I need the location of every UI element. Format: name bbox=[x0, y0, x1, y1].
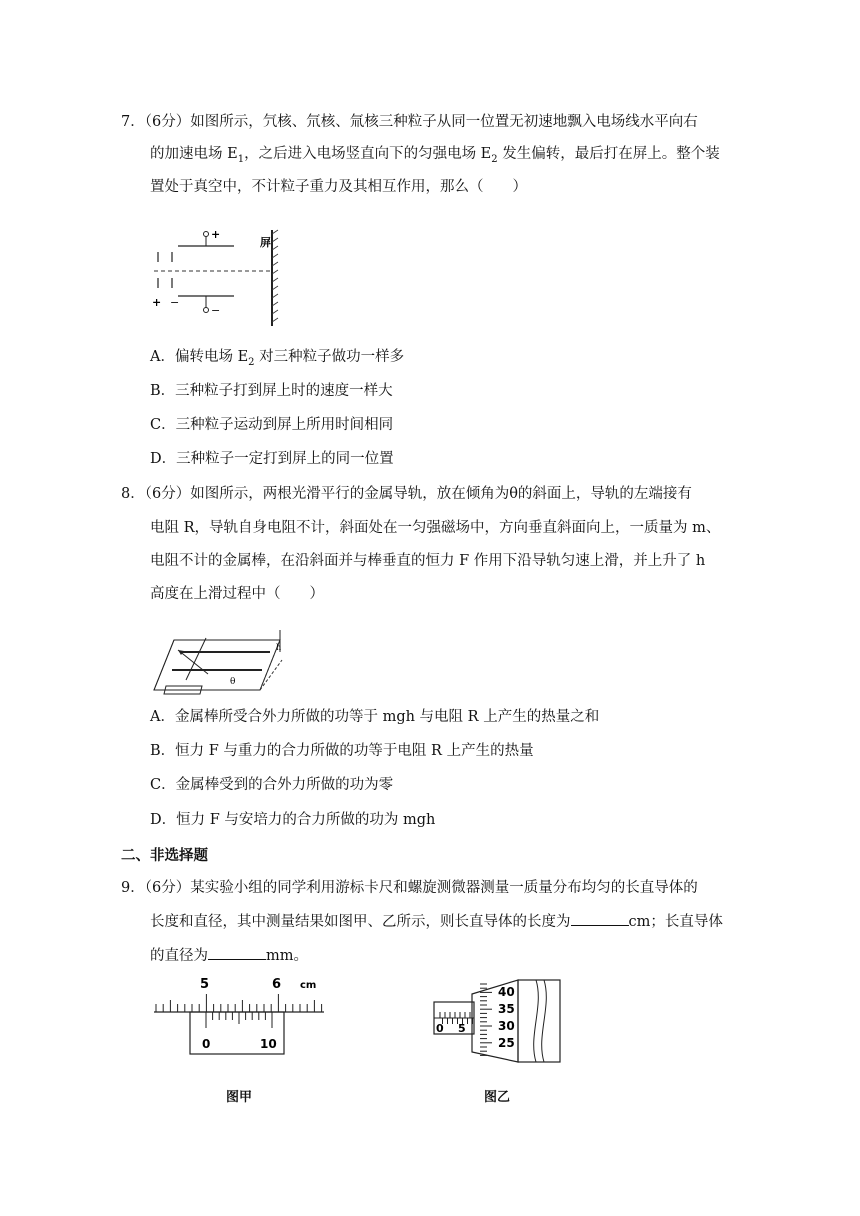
length-blank[interactable] bbox=[571, 911, 629, 926]
q7-option-a-text: A．偏转电场 E bbox=[150, 349, 249, 365]
q7-line-3: 置处于真空中，不计粒子重力及其相互作用，那么（ ） bbox=[150, 179, 527, 195]
q7-sub-1: 1 bbox=[237, 153, 245, 165]
q9-line-2 bbox=[150, 911, 723, 932]
micrometer-30: 30 bbox=[498, 1019, 515, 1033]
micrometer-figure bbox=[432, 976, 564, 1066]
q8-option-a: A．金属棒所受合外力所做的功等于 mgh 与电阻 R 上产生的热量之和 bbox=[150, 709, 600, 725]
micrometer-caption: 图乙 bbox=[484, 1090, 511, 1105]
q7-sub-2: 2 bbox=[491, 153, 498, 165]
q7-line-2 bbox=[150, 144, 720, 170]
q8-theta-label: θ bbox=[230, 677, 236, 687]
q7-plus-top: + bbox=[211, 228, 221, 241]
q7-option-d: D．三种粒子一定打到屏上的同一位置 bbox=[150, 451, 394, 467]
caliper-vernier-0: 0 bbox=[202, 1037, 211, 1051]
q9-line-2b: cm；长直导体 bbox=[628, 914, 723, 930]
q7-option-b: B．三种粒子打到屏上时的速度一样大 bbox=[150, 383, 393, 399]
q8-line-1: 8．（6分）如图所示，两根光滑平行的金属导轨，放在倾角为θ的斜面上，导轨的左端接有 bbox=[121, 486, 692, 502]
micrometer-40: 40 bbox=[498, 985, 515, 999]
q8-option-b: B．恒力 F 与重力的合力所做的功等于电阻 R 上产生的热量 bbox=[150, 743, 534, 759]
caliper-unit: cm bbox=[300, 980, 317, 991]
q9-line-3a: 的直径为 bbox=[150, 948, 208, 964]
q7-screen-label: 屏 bbox=[260, 236, 271, 249]
caliper-caption: 图甲 bbox=[226, 1090, 253, 1105]
q9-line-1: 9．（6分）某实验小组的同学利用游标卡尺和螺旋测微器测量一质量分布均匀的长直导体的 bbox=[121, 880, 698, 896]
q7-line-1: 7．（6分）如图所示，氕核、氘核、氚核三种粒子从同一位置无初速地飘入电场线水平向右 bbox=[121, 114, 698, 130]
micrometer-sleeve-5: 5 bbox=[458, 1022, 466, 1035]
q7-option-a-sub: 2 bbox=[248, 356, 255, 368]
diameter-blank[interactable] bbox=[208, 945, 266, 960]
micrometer-sleeve-0: 0 bbox=[436, 1022, 444, 1035]
q8-option-d: D．恒力 F 与安培力的合力所做的功为 mgh bbox=[150, 812, 436, 828]
caliper-figure bbox=[150, 976, 330, 1058]
q7-plus-left: + bbox=[152, 296, 162, 309]
q7-option-a-tail: 对三种粒子做功一样多 bbox=[254, 349, 405, 365]
q7-option-c: C．三种粒子运动到屏上所用时间相同 bbox=[150, 417, 394, 433]
q8-line-4: 高度在上滑过程中（ ） bbox=[150, 586, 324, 602]
q8-figure bbox=[150, 620, 290, 700]
q7-figure bbox=[148, 222, 298, 332]
q7-line-2c: 发生偏转，最后打在屏上。整个装 bbox=[497, 146, 720, 162]
caliper-vernier-10: 10 bbox=[260, 1037, 277, 1051]
micrometer-35: 35 bbox=[498, 1002, 515, 1016]
micrometer-25: 25 bbox=[498, 1036, 515, 1050]
q7-minus-left: − bbox=[170, 296, 180, 309]
caliper-main-6: 6 bbox=[272, 977, 282, 992]
q7-option-a bbox=[150, 347, 404, 373]
q8-line-2: 电阻 R，导轨自身电阻不计，斜面处在一匀强磁场中，方向垂直斜面向上，一质量为 m、 bbox=[150, 520, 721, 536]
q8-option-c: C．金属棒受到的合外力所做的功为零 bbox=[150, 777, 394, 793]
q7-minus-bottom: − bbox=[211, 304, 221, 317]
q9-line-3 bbox=[150, 945, 308, 966]
caliper-main-5: 5 bbox=[200, 977, 210, 992]
q7-line-2a: 的加速电场 E bbox=[150, 146, 238, 162]
q9-line-2a: 长度和直径，其中测量结果如图甲、乙所示，则长直导体的长度为 bbox=[150, 914, 571, 930]
section-title: 二、非选择题 bbox=[121, 847, 208, 864]
q7-line-2b: ，之后进入电场竖直向下的匀强电场 E bbox=[244, 146, 492, 162]
q8-h-label: h bbox=[276, 643, 282, 652]
q9-line-3b: mm。 bbox=[266, 948, 308, 964]
q8-line-3: 电阻不计的金属棒，在沿斜面并与棒垂直的恒力 F 作用下沿导轨匀速上滑，并上升了 h bbox=[150, 553, 706, 569]
